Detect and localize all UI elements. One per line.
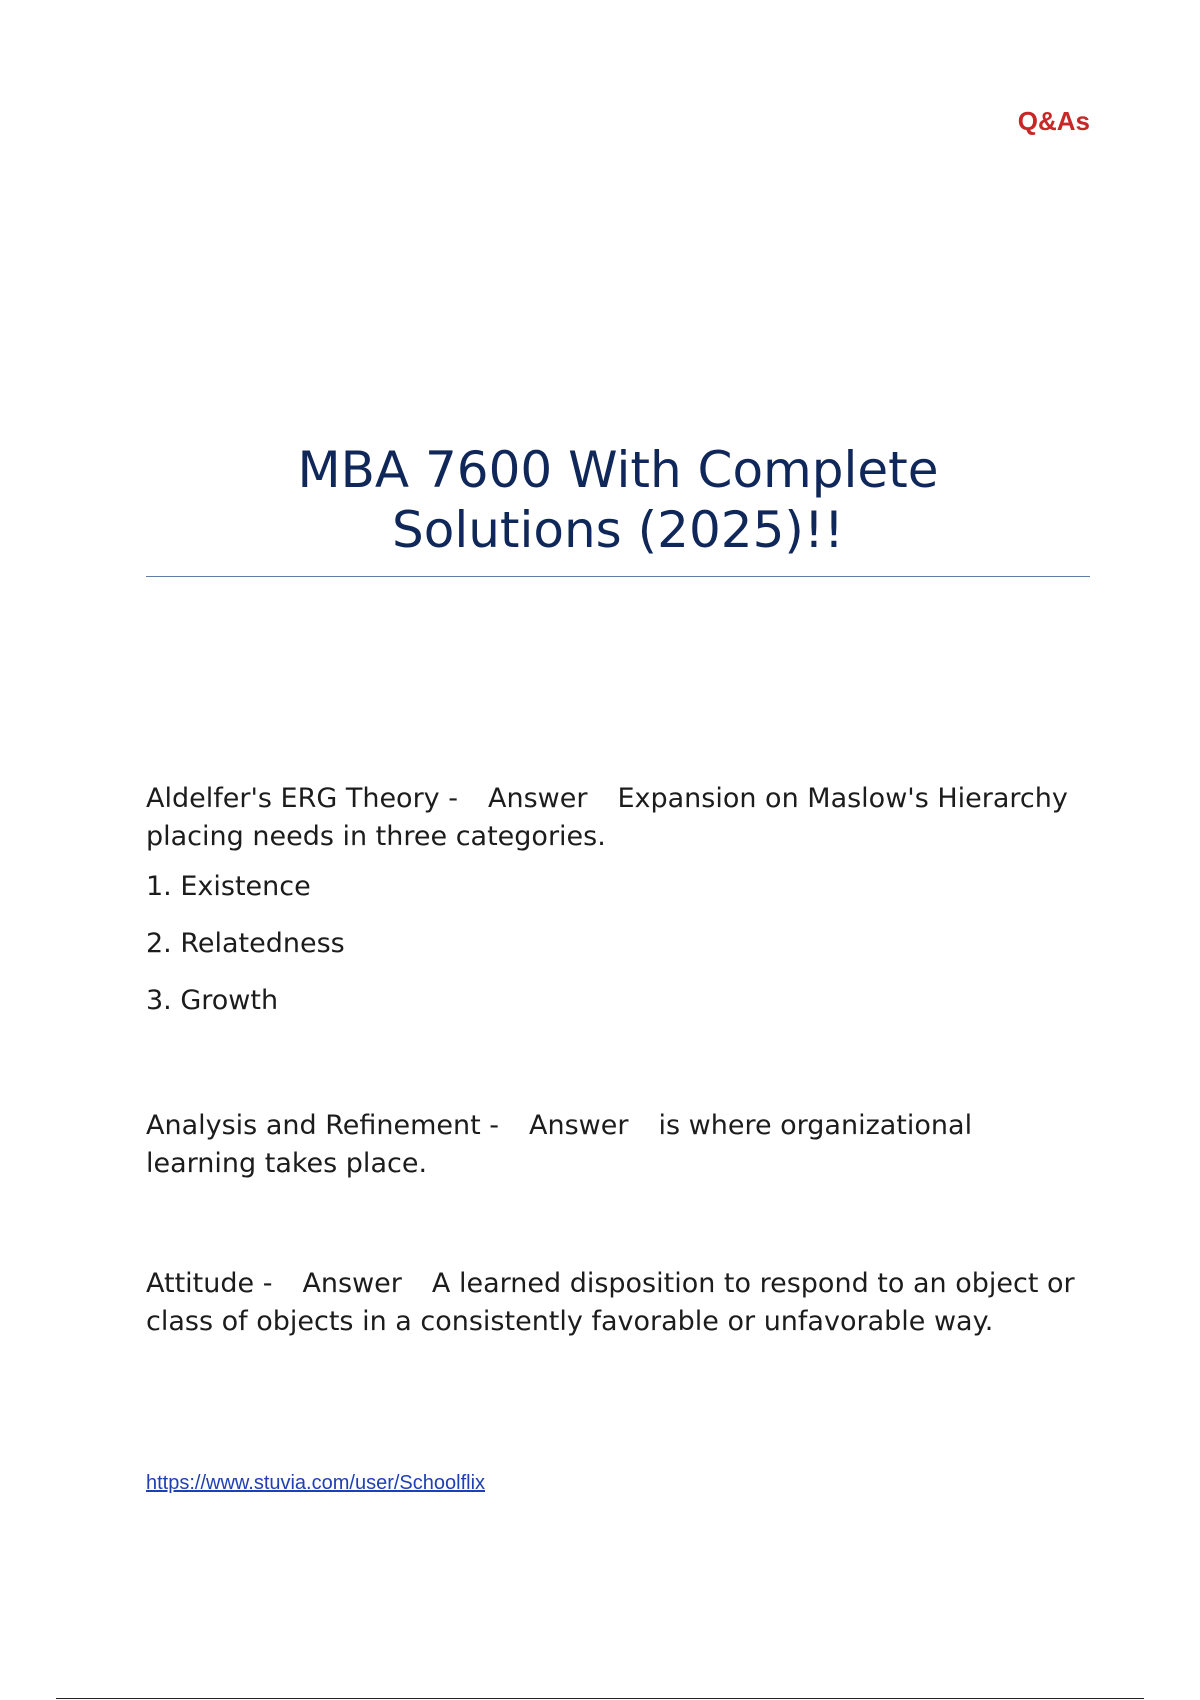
qa-answer-label: Answer bbox=[302, 1268, 402, 1299]
qa-answer-label: Answer bbox=[529, 1110, 629, 1141]
qa-content bbox=[146, 780, 1090, 1341]
qa-answer-label: Answer bbox=[487, 783, 588, 814]
footer-divider bbox=[56, 1698, 1144, 1699]
document-title-line-2: Solutions (2025)!! bbox=[392, 501, 844, 559]
list-item: 2. Relatedness bbox=[146, 928, 345, 959]
qa-term: Analysis and Refinement - bbox=[146, 1110, 500, 1141]
list-item: 1. Existence bbox=[146, 871, 311, 902]
qas-badge: Q&As bbox=[1017, 106, 1090, 136]
qa-term: Attitude - bbox=[146, 1268, 273, 1299]
qa-answer-text: is where organizational learning takes place. bbox=[146, 1110, 973, 1179]
list-item: 3. Growth bbox=[146, 985, 279, 1016]
title-block bbox=[146, 440, 1090, 560]
title-underline bbox=[146, 576, 1090, 577]
qa-entry bbox=[146, 1265, 1090, 1341]
qa-answer-text: Expansion on Maslow's Hierarchy placing needs in three categories. bbox=[146, 783, 1068, 852]
qa-term: Aldelfer's ERG Theory - bbox=[146, 783, 458, 814]
document-title bbox=[146, 440, 1090, 560]
document-title-line-1: MBA 7600 With Complete bbox=[297, 441, 939, 499]
stuvia-profile-link[interactable]: https://www.stuvia.com/user/Schoolflix bbox=[146, 1472, 486, 1494]
qa-entry bbox=[146, 1107, 1090, 1183]
qa-answer-text: A learned disposition to respond to an object or class of objects in a consistently favorable or unfavorable way. bbox=[146, 1268, 1075, 1337]
qa-entry bbox=[146, 780, 1090, 856]
